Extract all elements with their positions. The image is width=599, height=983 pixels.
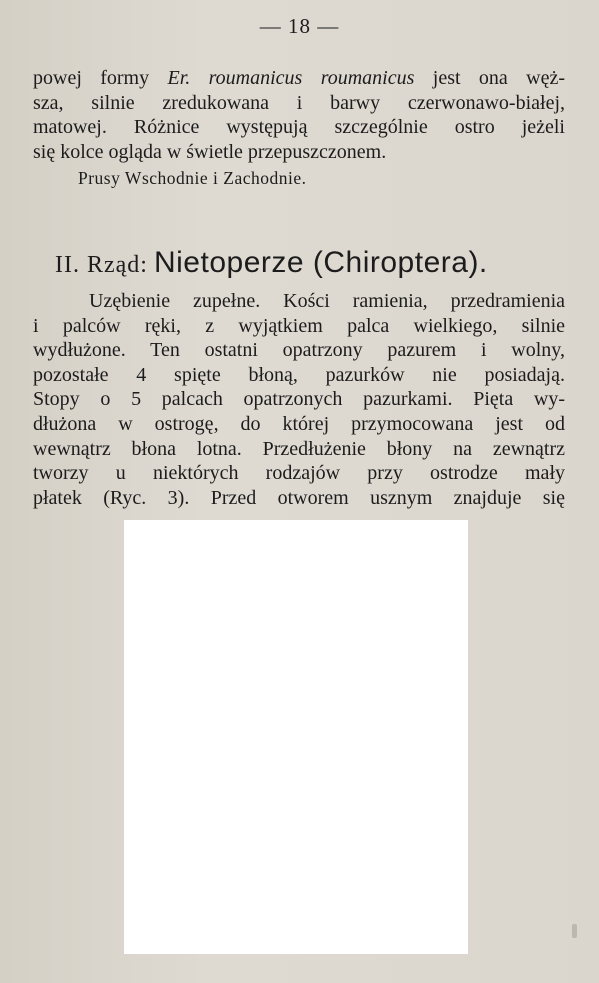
order-title: Nietoperze (Chiroptera). <box>153 246 488 279</box>
text-line: pozostałe 4 spięte błoną, pazurków nie posiadają. <box>33 363 565 386</box>
paragraph-hedgehog-spines <box>33 66 565 164</box>
section-heading <box>55 246 575 280</box>
text-line: płatek (Ryc. 3). Przed otworem usznym znajduje się <box>33 486 565 509</box>
text-line: się kolce ogląda w świetle przepuszczonem. <box>33 140 387 163</box>
text-line: matowej. Różnice występują szczególnie ostro jeżeli <box>33 116 565 139</box>
page-number: — 18 — <box>259 14 340 38</box>
text-line: dłużona w ostrogę, do której przymocowana jest od <box>33 412 565 435</box>
text-line: wewnątrz błona lotna. Przedłużenie błony na zewnątrz <box>33 437 565 460</box>
text-fragment: powej formy <box>33 67 168 89</box>
text-line: tworzy u niektórych rodzajów przy ostrodze mały <box>33 462 565 485</box>
blank-figure-area <box>124 520 468 954</box>
text-line: wydłużone. Ten ostatni opatrzony pazurem i wolny, <box>33 339 565 362</box>
order-numeral: II. Rząd: <box>55 252 148 278</box>
paragraph-chiroptera-description <box>33 289 565 510</box>
text-fragment: jest ona węż- <box>414 67 565 89</box>
text-line <box>33 66 565 91</box>
text-line: sza, silnie zredukowana i barwy czerwonawo-białej, <box>33 91 565 114</box>
locality-note: Prusy Wschodnie i Zachodnie. <box>78 168 307 188</box>
page-smudge <box>572 924 577 938</box>
text-line: Stopy o 5 palcach opatrzonych pazurkami. Pięta wy- <box>33 388 565 411</box>
text-line: Uzębienie zupełne. Kości ramienia, przedramienia <box>89 290 565 312</box>
species-name-italic: Er. roumanicus roumanicus <box>167 67 415 89</box>
text-line: i palców ręki, z wyjątkiem palca wielkiego, silnie <box>33 314 565 337</box>
